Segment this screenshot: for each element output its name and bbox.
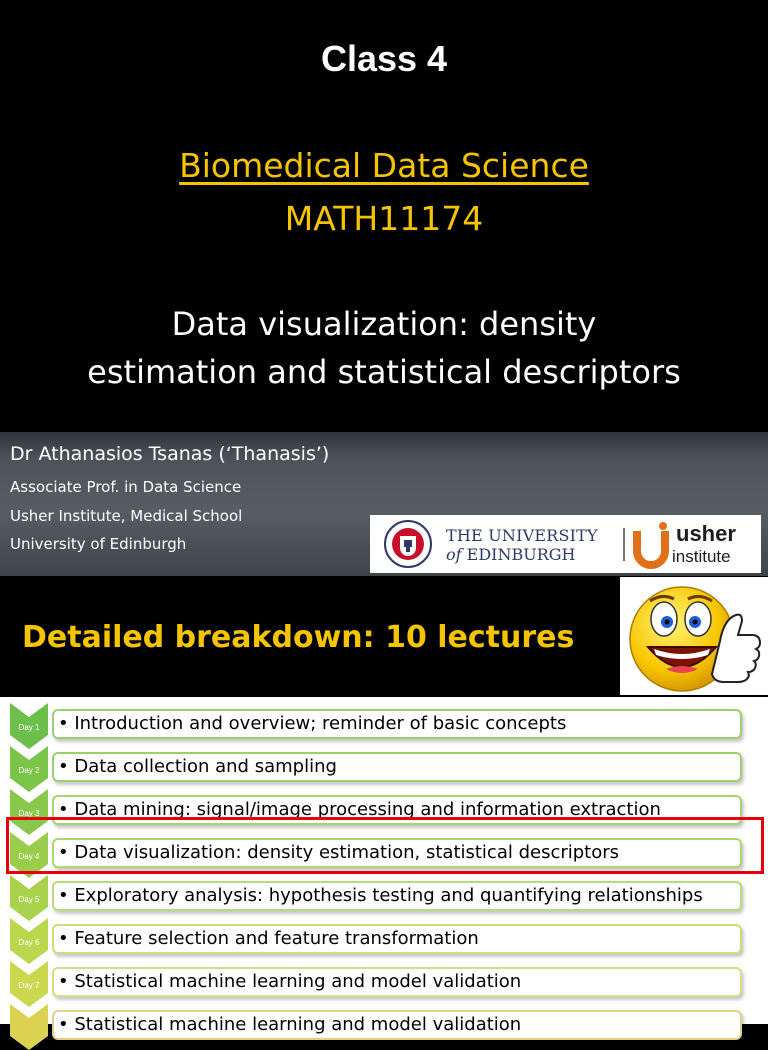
institute-word: institute — [672, 547, 731, 566]
day-row-text: • Statistical machine learning and model validation — [58, 971, 522, 992]
day-row-text: • Data collection and sampling — [58, 756, 337, 777]
smiley-panel — [620, 577, 768, 695]
logo-divider — [623, 528, 625, 561]
breakdown-heading: Detailed breakdown: 10 lectures — [22, 620, 575, 655]
day-row-text: • Data visualization: density estimation, statistical descriptors — [58, 842, 620, 863]
day-label: Day 7 — [18, 981, 40, 990]
presenter-affiliation: Usher Institute, Medical School — [10, 507, 243, 525]
day-label: Day 1 — [18, 723, 40, 732]
presenter-role: Associate Prof. in Data Science — [10, 478, 242, 496]
usher-logo-icon — [633, 521, 673, 569]
lecture-title — [0, 300, 768, 396]
presenter-name: Dr Athanasios Tsanas (‘Thanasis’) — [10, 443, 330, 465]
university-name-line2 — [446, 545, 576, 564]
day-row-text: • Feature selection and feature transformation — [58, 928, 479, 949]
university-of: of — [446, 545, 462, 564]
course-code: MATH11174 — [284, 199, 484, 238]
day-label: Day 6 — [18, 938, 40, 947]
day-label: Day 5 — [18, 895, 40, 904]
university-edinburgh: EDINBURGH — [466, 545, 576, 564]
thumbs-up-smiley-icon — [620, 577, 768, 695]
usher-word: usher — [676, 521, 736, 546]
day4-highlight-box — [6, 817, 764, 874]
lecture-title-line2: estimation and statistical descriptors — [87, 353, 681, 391]
day-label: Day 2 — [18, 766, 40, 775]
day-row-text: • Exploratory analysis: hypothesis testing and quantifying relationships — [58, 885, 703, 906]
university-seal-icon — [379, 519, 437, 569]
lecture-title-line1: Data visualization: density — [171, 305, 597, 343]
presenter-university: University of Edinburgh — [10, 535, 187, 553]
class-label: Class 4 — [320, 38, 448, 79]
day-row-text: • Data mining: signal/image processing and information extraction — [58, 799, 661, 820]
day-chevron-icon — [10, 1004, 48, 1050]
day-label: Day 4 — [18, 852, 40, 861]
day-row-text: • Introduction and overview; reminder of basic concepts — [58, 713, 567, 734]
day-label: Day 3 — [18, 809, 40, 818]
course-title: Biomedical Data Science — [179, 146, 589, 185]
university-name-line1: THE UNIVERSITY — [446, 526, 598, 545]
day-row-text: • Statistical machine learning and model validation — [58, 1014, 522, 1035]
